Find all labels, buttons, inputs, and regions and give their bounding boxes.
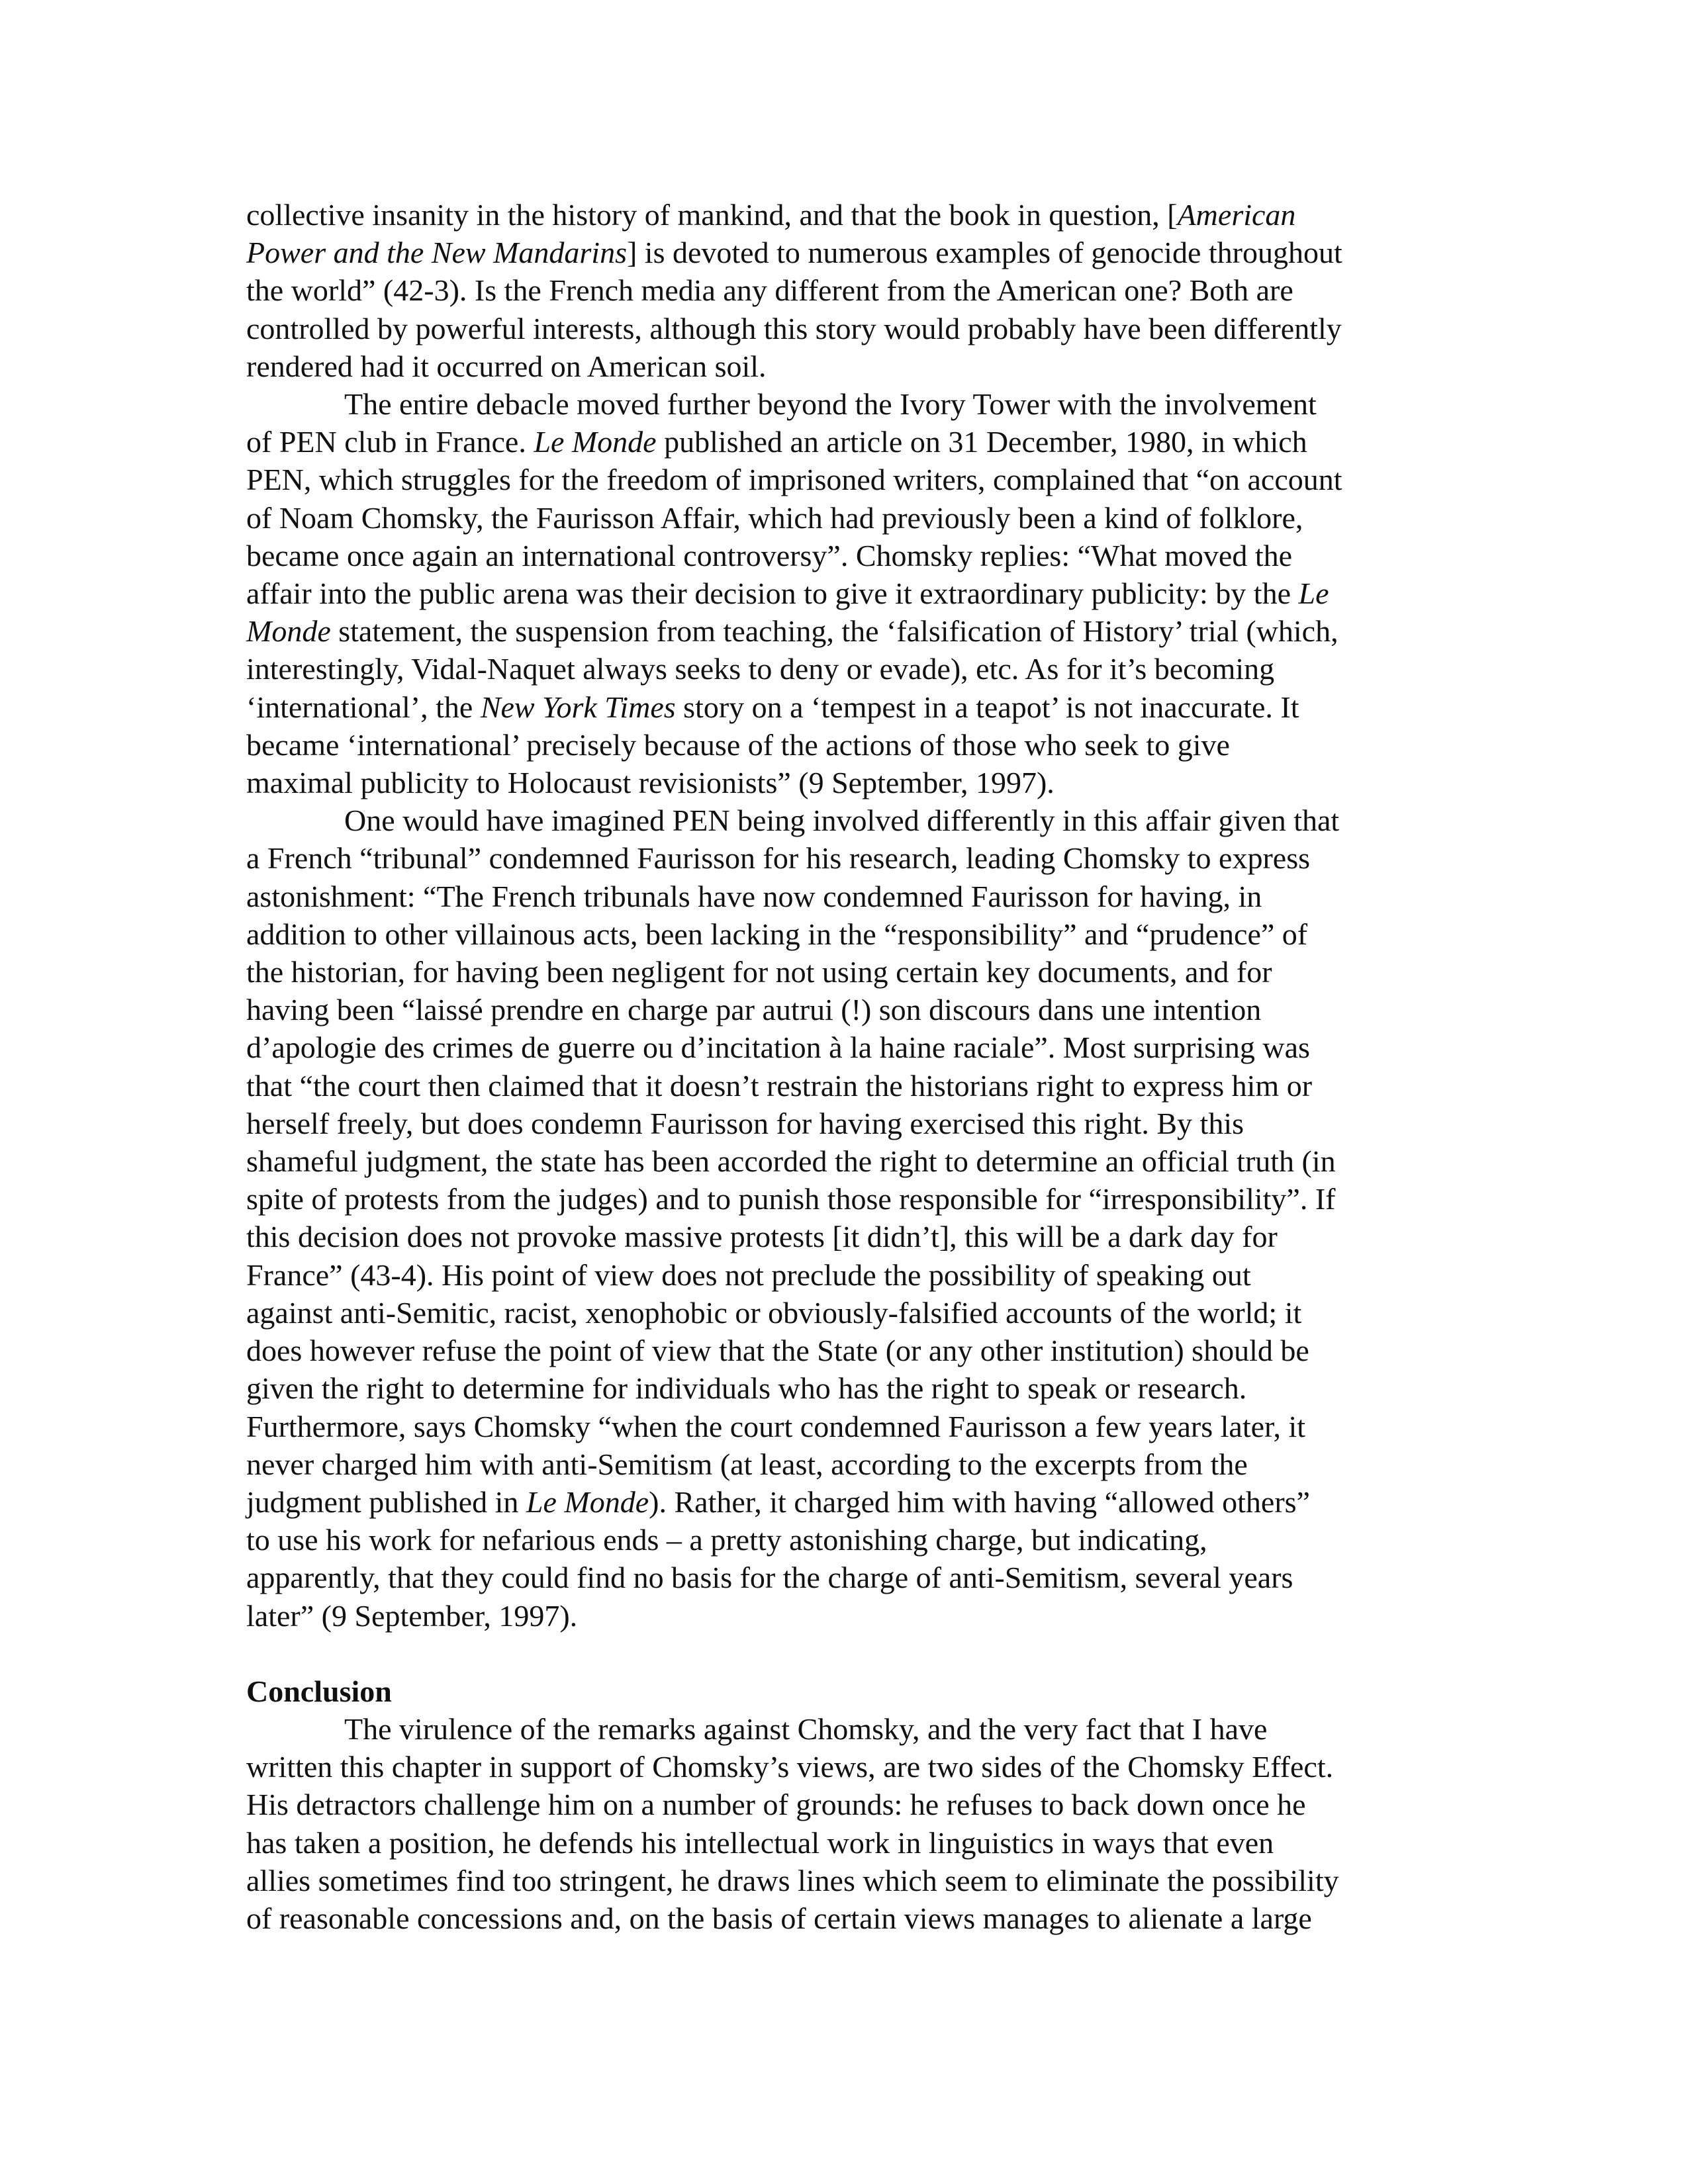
text-line: the world” (42-3). Is the French media any different from the American one? Both are bbox=[246, 273, 1293, 308]
text-line: of Noam Chomsky, the Faurisson Affair, which had previously been a kind of folklore, bbox=[246, 500, 1303, 535]
text-line: of reasonable concessions and, on the basis of certain views manages to alienate a large bbox=[246, 1901, 1312, 1935]
text-line: Power and the New Mandarins] is devoted to numerous examples of genocide throughout bbox=[246, 236, 1342, 270]
italic-text: Le bbox=[1298, 576, 1329, 611]
text-line: later” (9 September, 1997). bbox=[246, 1598, 578, 1633]
text-line: rendered had it occurred on American soil. bbox=[246, 349, 767, 383]
text-line: interestingly, Vidal-Naquet always seeks to deny or evade), etc. As for it’s becoming bbox=[246, 652, 1275, 686]
document-page bbox=[246, 196, 1443, 1937]
text-line: to use his work for nefarious ends – a pretty astonishing charge, but indicating, bbox=[246, 1523, 1207, 1557]
text-line: herself freely, but does condemn Faurisson for having exercised this right. By this bbox=[246, 1106, 1244, 1140]
text-line: that “the court then claimed that it doesn’t restrain the historians right to express him or bbox=[246, 1068, 1313, 1103]
text-line: judgment published in Le Monde). Rather, it charged him with having “allowed others” bbox=[246, 1484, 1310, 1519]
text-line: allies sometimes find too stringent, he draws lines which seem to eliminate the possibility bbox=[246, 1863, 1339, 1897]
text-line: astonishment: “The French tribunals have now condemned Faurisson for having, in bbox=[246, 879, 1262, 913]
text-line: became ‘international’ precisely because of the actions of those who seek to give bbox=[246, 727, 1230, 762]
text-line: PEN, which struggles for the freedom of imprisoned writers, complained that “on account bbox=[246, 463, 1342, 497]
text-line: never charged him with anti-Semitism (at least, according to the excerpts from the bbox=[246, 1447, 1248, 1481]
text-line: a French “tribunal” condemned Faurisson for his research, leading Chomsky to express bbox=[246, 841, 1311, 876]
section-heading: Conclusion bbox=[246, 1674, 392, 1708]
text-line: Monde statement, the suspension from teaching, the ‘falsification of History’ trial (which, bbox=[246, 614, 1338, 649]
text-line: spite of protests from the judges) and to punish those responsible for “irresponsibility”. If bbox=[246, 1182, 1336, 1216]
text-line: His detractors challenge him on a number of grounds: he refuses to back down once he bbox=[246, 1788, 1306, 1822]
italic-text: New York Times bbox=[480, 690, 676, 724]
text-line: One would have imagined PEN being involved differently in this affair given that bbox=[344, 803, 1340, 838]
italic-text: American bbox=[1177, 198, 1296, 232]
text-line: The virulence of the remarks against Chomsky, and the very fact that I have bbox=[344, 1711, 1268, 1746]
text-line: became once again an international controversy”. Chomsky replies: “What moved the bbox=[246, 538, 1293, 572]
text-line: of PEN club in France. Le Monde published an article on 31 December, 1980, in which bbox=[246, 425, 1307, 459]
text-line: has taken a position, he defends his intellectual work in linguistics in ways that even bbox=[246, 1825, 1274, 1860]
italic-text: Power and the New Mandarins bbox=[246, 236, 627, 270]
text-line: the historian, for having been negligent for not using certain key documents, and for bbox=[246, 955, 1272, 989]
text-line: against anti-Semitic, racist, xenophobic or obviously-falsified accounts of the world; it bbox=[246, 1295, 1302, 1330]
text-line: written this chapter in support of Chomsky’s views, are two sides of the Chomsky Effect. bbox=[246, 1750, 1334, 1784]
paragraph-p1 bbox=[246, 196, 1443, 385]
text-line: shameful judgment, the state has been accorded the right to determine an official truth (in bbox=[246, 1144, 1336, 1179]
text-line: collective insanity in the history of mankind, and that the book in question, [American bbox=[246, 198, 1296, 232]
italic-text: Le Monde bbox=[534, 425, 657, 459]
text-line: controlled by powerful interests, although this story would probably have been differently bbox=[246, 311, 1342, 345]
text-line: maximal publicity to Holocaust revisionists” (9 September, 1997). bbox=[246, 766, 1055, 800]
text-line: affair into the public arena was their decision to give it extraordinary publicity: by the Le bbox=[246, 576, 1329, 611]
paragraph-p3 bbox=[246, 801, 1443, 1634]
paragraph-p2 bbox=[246, 385, 1443, 801]
paragraph-p4 bbox=[246, 1710, 1443, 1937]
text-line: apparently, that they could find no basis for the charge of anti-Semitism, several years bbox=[246, 1561, 1293, 1595]
text-line: The entire debacle moved further beyond the Ivory Tower with the involvement bbox=[344, 387, 1317, 422]
text-line: addition to other villainous acts, been lacking in the “responsibility” and “prudence” of bbox=[246, 917, 1308, 951]
text-line: Furthermore, says Chomsky “when the court condemned Faurisson a few years later, it bbox=[246, 1409, 1306, 1443]
text-line: ‘international’, the New York Times story on a ‘tempest in a teapot’ is not inaccurate. It bbox=[246, 690, 1299, 724]
text-line: d’apologie des crimes de guerre ou d’incitation à la haine raciale”. Most surprising was bbox=[246, 1030, 1310, 1065]
italic-text: Le Monde bbox=[526, 1484, 649, 1519]
conclusion-body bbox=[246, 1710, 1443, 1937]
italic-text: Monde bbox=[246, 614, 331, 649]
text-line: does however refuse the point of view that the State (or any other institution) should be bbox=[246, 1334, 1309, 1368]
text-line: having been “laissé prendre en charge par autrui (!) son discours dans une intention bbox=[246, 993, 1262, 1027]
document-body bbox=[246, 196, 1443, 1635]
text-line: this decision does not provoke massive protests [it didn’t], this will be a dark day for bbox=[246, 1220, 1278, 1254]
text-line: given the right to determine for individuals who has the right to speak or research. bbox=[246, 1371, 1247, 1406]
text-line: France” (43-4). His point of view does not preclude the possibility of speaking out bbox=[246, 1257, 1251, 1292]
